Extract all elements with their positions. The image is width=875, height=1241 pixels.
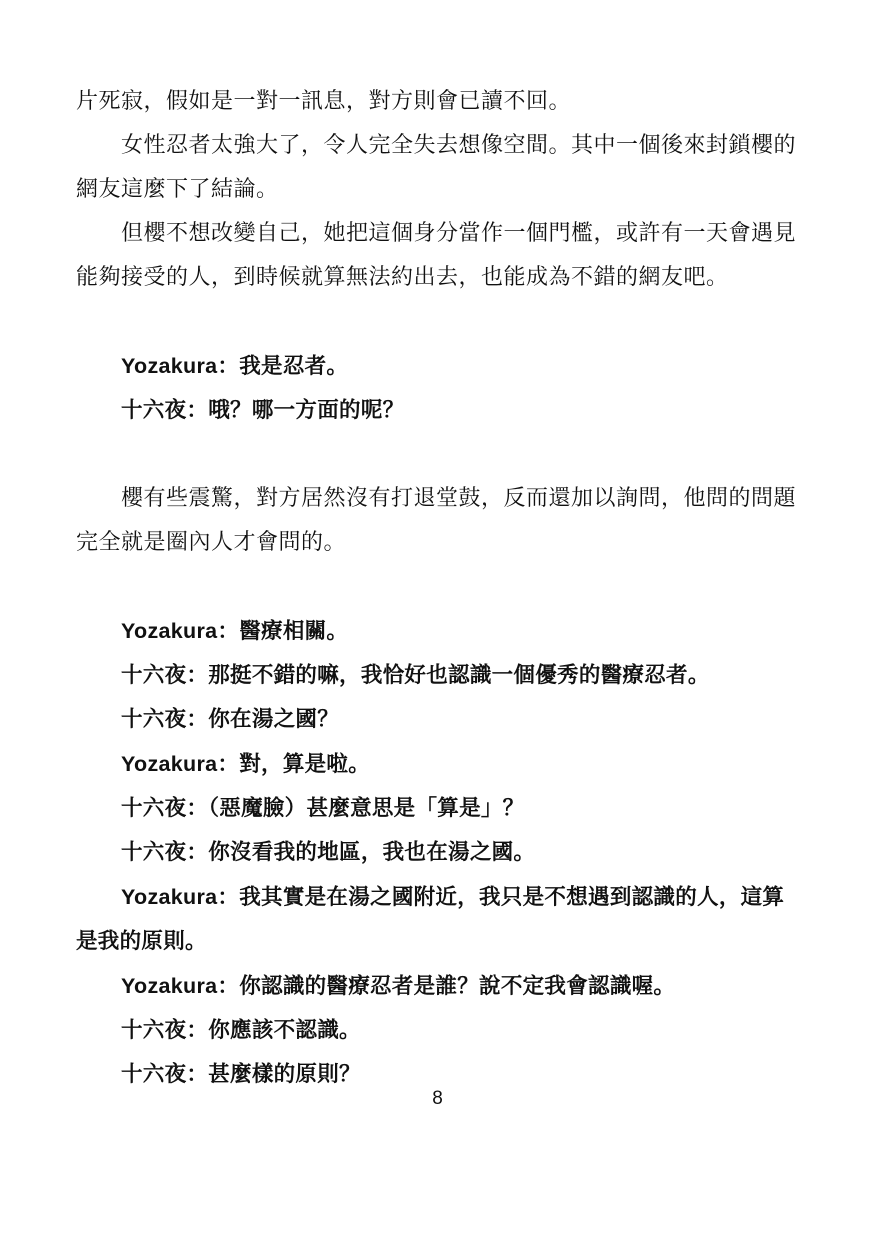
speaker-name: Yozakura	[121, 885, 218, 909]
dialog-line	[76, 787, 802, 831]
dialog-line	[76, 654, 802, 698]
page-number: 8	[432, 1088, 443, 1109]
dialog-text: 我是忍者。	[239, 354, 349, 379]
blank-line	[76, 433, 802, 477]
separator: ：	[186, 663, 209, 688]
dialog-line	[76, 742, 802, 787]
separator: ：	[217, 619, 240, 644]
speaker-name: Yozakura	[121, 354, 218, 378]
blank-line	[76, 565, 802, 609]
dialog-text: 我其實是在湯之國附近，我只是不想遇到認識的人，這算是我的原則。	[76, 885, 785, 954]
separator: ：	[186, 840, 209, 865]
body-text	[76, 80, 802, 1097]
paragraph: 但櫻不想改變自己，她把這個身分當作一個門檻，或許有一天會遇見能夠接受的人，到時候就算無法約出去，也能成為不錯的網友吧。	[76, 221, 797, 290]
separator: ：	[186, 1062, 209, 1087]
dialog-line	[76, 609, 802, 654]
paragraph: 女性忍者太強大了，令人完全失去想像空間。其中一個後來封鎖櫻的網友這麼下了結論。	[76, 133, 797, 202]
dialog-line	[76, 831, 802, 875]
dialog-text: （惡魔臉）甚麼意思是「算是」？	[208, 796, 525, 821]
dialog-text: 你應該不認識。	[208, 1018, 361, 1043]
dialog-text: 甚麼樣的原則？	[208, 1062, 361, 1087]
dialog-text: 那挺不錯的嘛，我恰好也認識一個優秀的醫療忍者。	[208, 663, 710, 688]
separator: ：	[217, 885, 240, 910]
separator: ：	[217, 974, 240, 999]
separator: ：	[186, 796, 209, 821]
speaker-name: 十六夜	[121, 1062, 187, 1087]
speaker-name: Yozakura	[121, 974, 218, 998]
speaker-name: 十六夜	[121, 663, 187, 688]
paragraph-continued: 片死寂，假如是一對一訊息，對方則會已讀不回。	[76, 89, 572, 114]
dialog-line	[76, 389, 802, 433]
blank-line	[76, 300, 802, 344]
speaker-name: Yozakura	[121, 619, 218, 643]
dialog-text: 對，算是啦。	[239, 752, 371, 777]
dialog-text: 哦？哪一方面的呢？	[208, 398, 405, 423]
dialog-line	[76, 964, 802, 1009]
speaker-name: Yozakura	[121, 752, 218, 776]
separator: ：	[217, 752, 240, 777]
dialog-line	[76, 1009, 802, 1053]
paragraph: 櫻有些震驚，對方居然沒有打退堂鼓，反而還加以詢問，他問的問題完全就是圈內人才會問的。	[76, 486, 797, 555]
speaker-name: 十六夜	[121, 840, 187, 865]
speaker-name: 十六夜	[121, 1018, 187, 1043]
dialog-line	[76, 698, 802, 742]
separator: ：	[186, 1018, 209, 1043]
speaker-name: 十六夜	[121, 707, 187, 732]
dialog-text: 醫療相關。	[239, 619, 349, 644]
speaker-name: 十六夜	[121, 398, 187, 423]
dialog-text: 你認識的醫療忍者是誰？說不定我會認識喔。	[239, 974, 676, 999]
dialog-line	[76, 875, 802, 964]
dialog-text: 你沒看我的地區，我也在湯之國。	[208, 840, 536, 865]
dialog-line	[76, 344, 802, 389]
separator: ：	[217, 354, 240, 379]
separator: ：	[186, 707, 209, 732]
separator: ：	[186, 398, 209, 423]
speaker-name: 十六夜	[121, 796, 187, 821]
dialog-text: 你在湯之國？	[208, 707, 340, 732]
